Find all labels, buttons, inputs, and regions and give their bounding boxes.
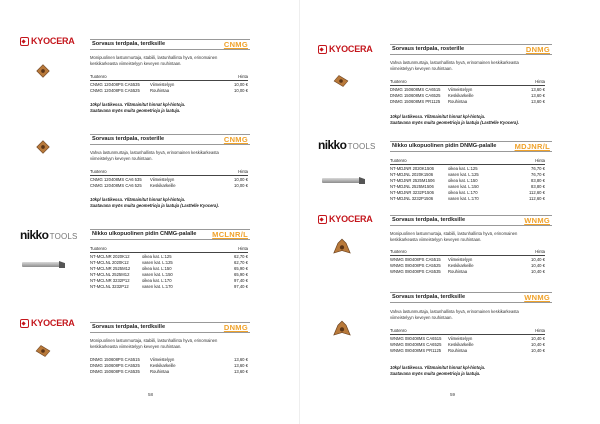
section-title-bar: [390, 141, 552, 152]
section-title: Sorvaus terdpala, rosterille: [92, 135, 165, 142]
section-note: 10kpl lastikessa. Yllämainitut hinnat kpl-hintoja. Saatavana myös muita geometrioja ja laatuja (Lasttelle Kyocera).: [390, 114, 519, 126]
section-title-bar: [90, 229, 250, 240]
table-row: WNMG 080408PS CA5515 Viimeistelyyn 10,40 €: [390, 257, 545, 263]
dnmg-insert-icon: [332, 74, 350, 88]
cnmg-insert-icon: [36, 140, 50, 154]
table-row: CNMG 120408PS CA5525 Rouhintaa 10,00 €: [90, 88, 248, 94]
nikko-tools-logo: [20, 228, 78, 244]
nikko-logo-tools-text: TOOLS: [347, 142, 376, 151]
kyocera-mark-icon: [20, 37, 29, 46]
section-code: MDJNR/L: [514, 141, 550, 151]
kyocera-logo-text: KYOCERA: [31, 36, 75, 46]
table-header: Tuotenro Hinta: [390, 79, 545, 84]
section-code: MCLNR/L: [212, 229, 248, 239]
table-row: DNMG 150608PS CA5515 Viimeistelyyn 13,60 €: [90, 357, 248, 363]
table-header: Tuotenro Hinta: [90, 246, 248, 251]
nikko-tools-logo: [318, 138, 376, 154]
kyocera-logo: [318, 44, 373, 56]
section-title-bar: [90, 134, 250, 145]
section-title: Sorvaus terdpala, rosterille: [392, 45, 465, 52]
page-number: 59: [450, 392, 456, 398]
nikko-logo-text: nikko: [318, 138, 347, 152]
section-code: DNMG: [525, 44, 550, 54]
tool-holder-icon: [22, 262, 60, 267]
table-row: NT-MCLNR 3232P12 oikea kat. L:170 97,40 €: [90, 278, 248, 284]
kyocera-mark-icon: [318, 45, 327, 54]
product-table: [90, 169, 248, 189]
section-code: DNMG: [223, 322, 248, 332]
section-title: Sorvaus terdpala, terdksille: [92, 323, 166, 330]
section-title: Nikko ulkopuolinen pidin DNMG-palalle: [392, 142, 497, 149]
section-code: WNMG: [524, 215, 550, 225]
table-row: NT-MDJNR 2020K1506 oikea kat. L:125 76,70 €: [390, 166, 545, 172]
section-title: Nikko ulkopuolinen pidin CNMG-palalle: [92, 230, 197, 237]
table-row: NT-MDJNR 3232P1506 oikea kat. L:170 112,60 €: [390, 190, 545, 196]
table-header: Tuotenro Hinta: [90, 169, 248, 174]
tool-holder-icon: [322, 178, 360, 183]
table-row: WNMG 080408PS CA5525 Keskikarkeille 10,40 €: [390, 263, 545, 269]
product-table: [390, 79, 545, 105]
product-table: [390, 249, 545, 275]
kyocera-logo-text: KYOCERA: [31, 318, 75, 328]
table-row: DNMG 150608MS CA6515 Viimeistelyyn 13,60 €: [390, 87, 545, 93]
product-table: [90, 357, 248, 375]
section-code: CNMG: [223, 134, 248, 144]
table-header: Tuotenro Hinta: [390, 328, 545, 333]
dnmg-insert-icon: [34, 344, 52, 358]
table-row: CNMG 120408PS CA5535 Viimeistelyyn 10,00 €: [90, 82, 248, 88]
kyocera-logo: [318, 214, 373, 226]
table-row: NT-MDJNR 2525M1506 oikea kat. L:150 83,80 €: [390, 178, 545, 184]
kyocera-mark-icon: [20, 319, 29, 328]
section-title: Sorvaus terdpala, terdksille: [92, 40, 166, 47]
section-description: Monipuolinen lastunmurtaja, stabiili, lastunhallinta hyvä, erinomainen keskikarkeasta viimeistelyyn keveyen rouhintaan.: [390, 231, 518, 243]
section-description: Monipuolinen lastunmurtaja, stabiili, lastunhallinta hyvä, erinomainen keskikarkeasta viimeistelyyn keveyen rouhintaan.: [90, 55, 218, 67]
table-row: CNMG 120408MS CA6 525 Keskikarkeille 10,00 €: [90, 183, 248, 189]
kyocera-logo-text: KYOCERA: [329, 44, 373, 54]
product-table: [390, 158, 545, 202]
right-page: [300, 0, 600, 424]
wnmg-insert-icon: [333, 238, 351, 255]
product-table: [90, 246, 248, 290]
kyocera-logo: [20, 318, 75, 330]
table-row: CNMG 120408MS CA6 535 Viimeistelyyn 10,00 €: [90, 177, 248, 183]
table-row: NT-MDJNL 3232P1506 vasen kat. L:170 112,60 €: [390, 196, 545, 202]
table-row: NT-MDJNL 2525M1506 vasen kat. L:150 83,80 €: [390, 184, 545, 190]
table-header: Tuotenro Hinta: [390, 158, 545, 163]
table-row: WNMG 080408MS PR1125 Rouhintaa 10,40 €: [390, 348, 545, 354]
section-description: Vahva lastunmurtaja, lastunhallinta hyvä, erinomainen keskikarkeasta viimeistelyyn keveyen rouhintaan.: [390, 60, 519, 72]
section-title-bar: [90, 39, 250, 50]
section-description: Monipuolinen lastunmurtaja, stabiili, lastunhallinta hyvä, erinomainen keskikarkeasta viimeistelyyn keveyen rouhintaan.: [90, 338, 218, 350]
section-code: WNMG: [524, 292, 550, 302]
kyocera-mark-icon: [318, 215, 327, 224]
table-header: Tuotenro Hinta: [90, 74, 248, 79]
section-title-bar: [390, 292, 552, 303]
section-title-bar: [390, 44, 552, 55]
table-row: WNMG 080408PS CA5535 Rouhintaa 10,40 €: [390, 269, 545, 275]
table-row: NT-MCLNR 2020K12 oikea kat. L:125 62,70 €: [90, 254, 248, 260]
page-number: 58: [148, 392, 154, 398]
nikko-logo-tools-text: TOOLS: [49, 232, 78, 241]
kyocera-logo-text: KYOCERA: [329, 214, 373, 224]
section-title-bar: [390, 215, 552, 226]
table-row: WNMG 080408MS CA6515 Viimeistelyyn 10,40 €: [390, 336, 545, 342]
section-title: Sorvaus terdpala, terdksille: [392, 293, 466, 300]
kyocera-logo: [20, 36, 75, 48]
section-code: CNMG: [223, 39, 248, 49]
table-row: NT-MCLNL 3232P12 vasen kat. L:170 97,40 €: [90, 284, 248, 290]
product-table: [90, 74, 248, 94]
cnmg-insert-icon: [36, 64, 50, 78]
table-row: NT-MDJNL 2020K1506 vasen kat. L:125 76,70 €: [390, 172, 545, 178]
section-description: Vahva lastunmurtaja, lastunhallinta hyvä, erinomainen keskikarkeasta viimeistelyyn keveyen rouhintaan.: [390, 309, 519, 321]
section-description: Vahva lastunmurtaja, lastunhallinta hyvä, erinomainen keskikarkeasta viimeistelyyn keveyen rouhintaan.: [90, 150, 219, 162]
table-row: DNMG 150608PS CA5535 Rouhintaa 13,60 €: [90, 369, 248, 375]
table-header: Tuotenro Hinta: [390, 249, 545, 254]
product-table: [390, 328, 545, 354]
section-note: 10kpl lastikessa. Yllämainitut hinnat kpl-hintoja. Saatavana myös muita geometrioja ja laatuja.: [390, 365, 486, 377]
section-title-bar: [90, 322, 250, 333]
section-note: 10kpl lastikessa. Yllämainitut hinnat kpl-hintoja. Saatavana myös muita geometrioja ja laatuja (Lasttelle Kyocera).: [90, 197, 219, 209]
nikko-logo-text: nikko: [20, 228, 49, 242]
table-row: DNMG 150608MS CA6525 Keskikarkeille 13,60 €: [390, 93, 545, 99]
wnmg-insert-icon: [333, 320, 351, 337]
table-row: NT-MCLNL 2525M12 vasen kat. L:150 65,90 €: [90, 272, 248, 278]
table-row: DNMG 150608MS PR1125 Rouhintaa 13,60 €: [390, 99, 545, 105]
table-row: NT-MCLNR 2525M12 oikea kat. L:150 65,90 €: [90, 266, 248, 272]
section-note: 10kpl lastikessa. Yllämainitut hinnat kpl-hintoja. Saatavana myös muita geometrioja ja laatuja.: [90, 102, 186, 114]
table-row: DNMG 150608PS CA5525 Keskikarkeille 13,60 €: [90, 363, 248, 369]
table-row: WNMG 080408MS CA6525 Keskikarkeille 10,40 €: [390, 342, 545, 348]
table-row: NT-MCLNL 2020K12 vasen kat. L:125 62,70 €: [90, 260, 248, 266]
section-title: Sorvaus terdpala, terdksille: [392, 216, 466, 223]
